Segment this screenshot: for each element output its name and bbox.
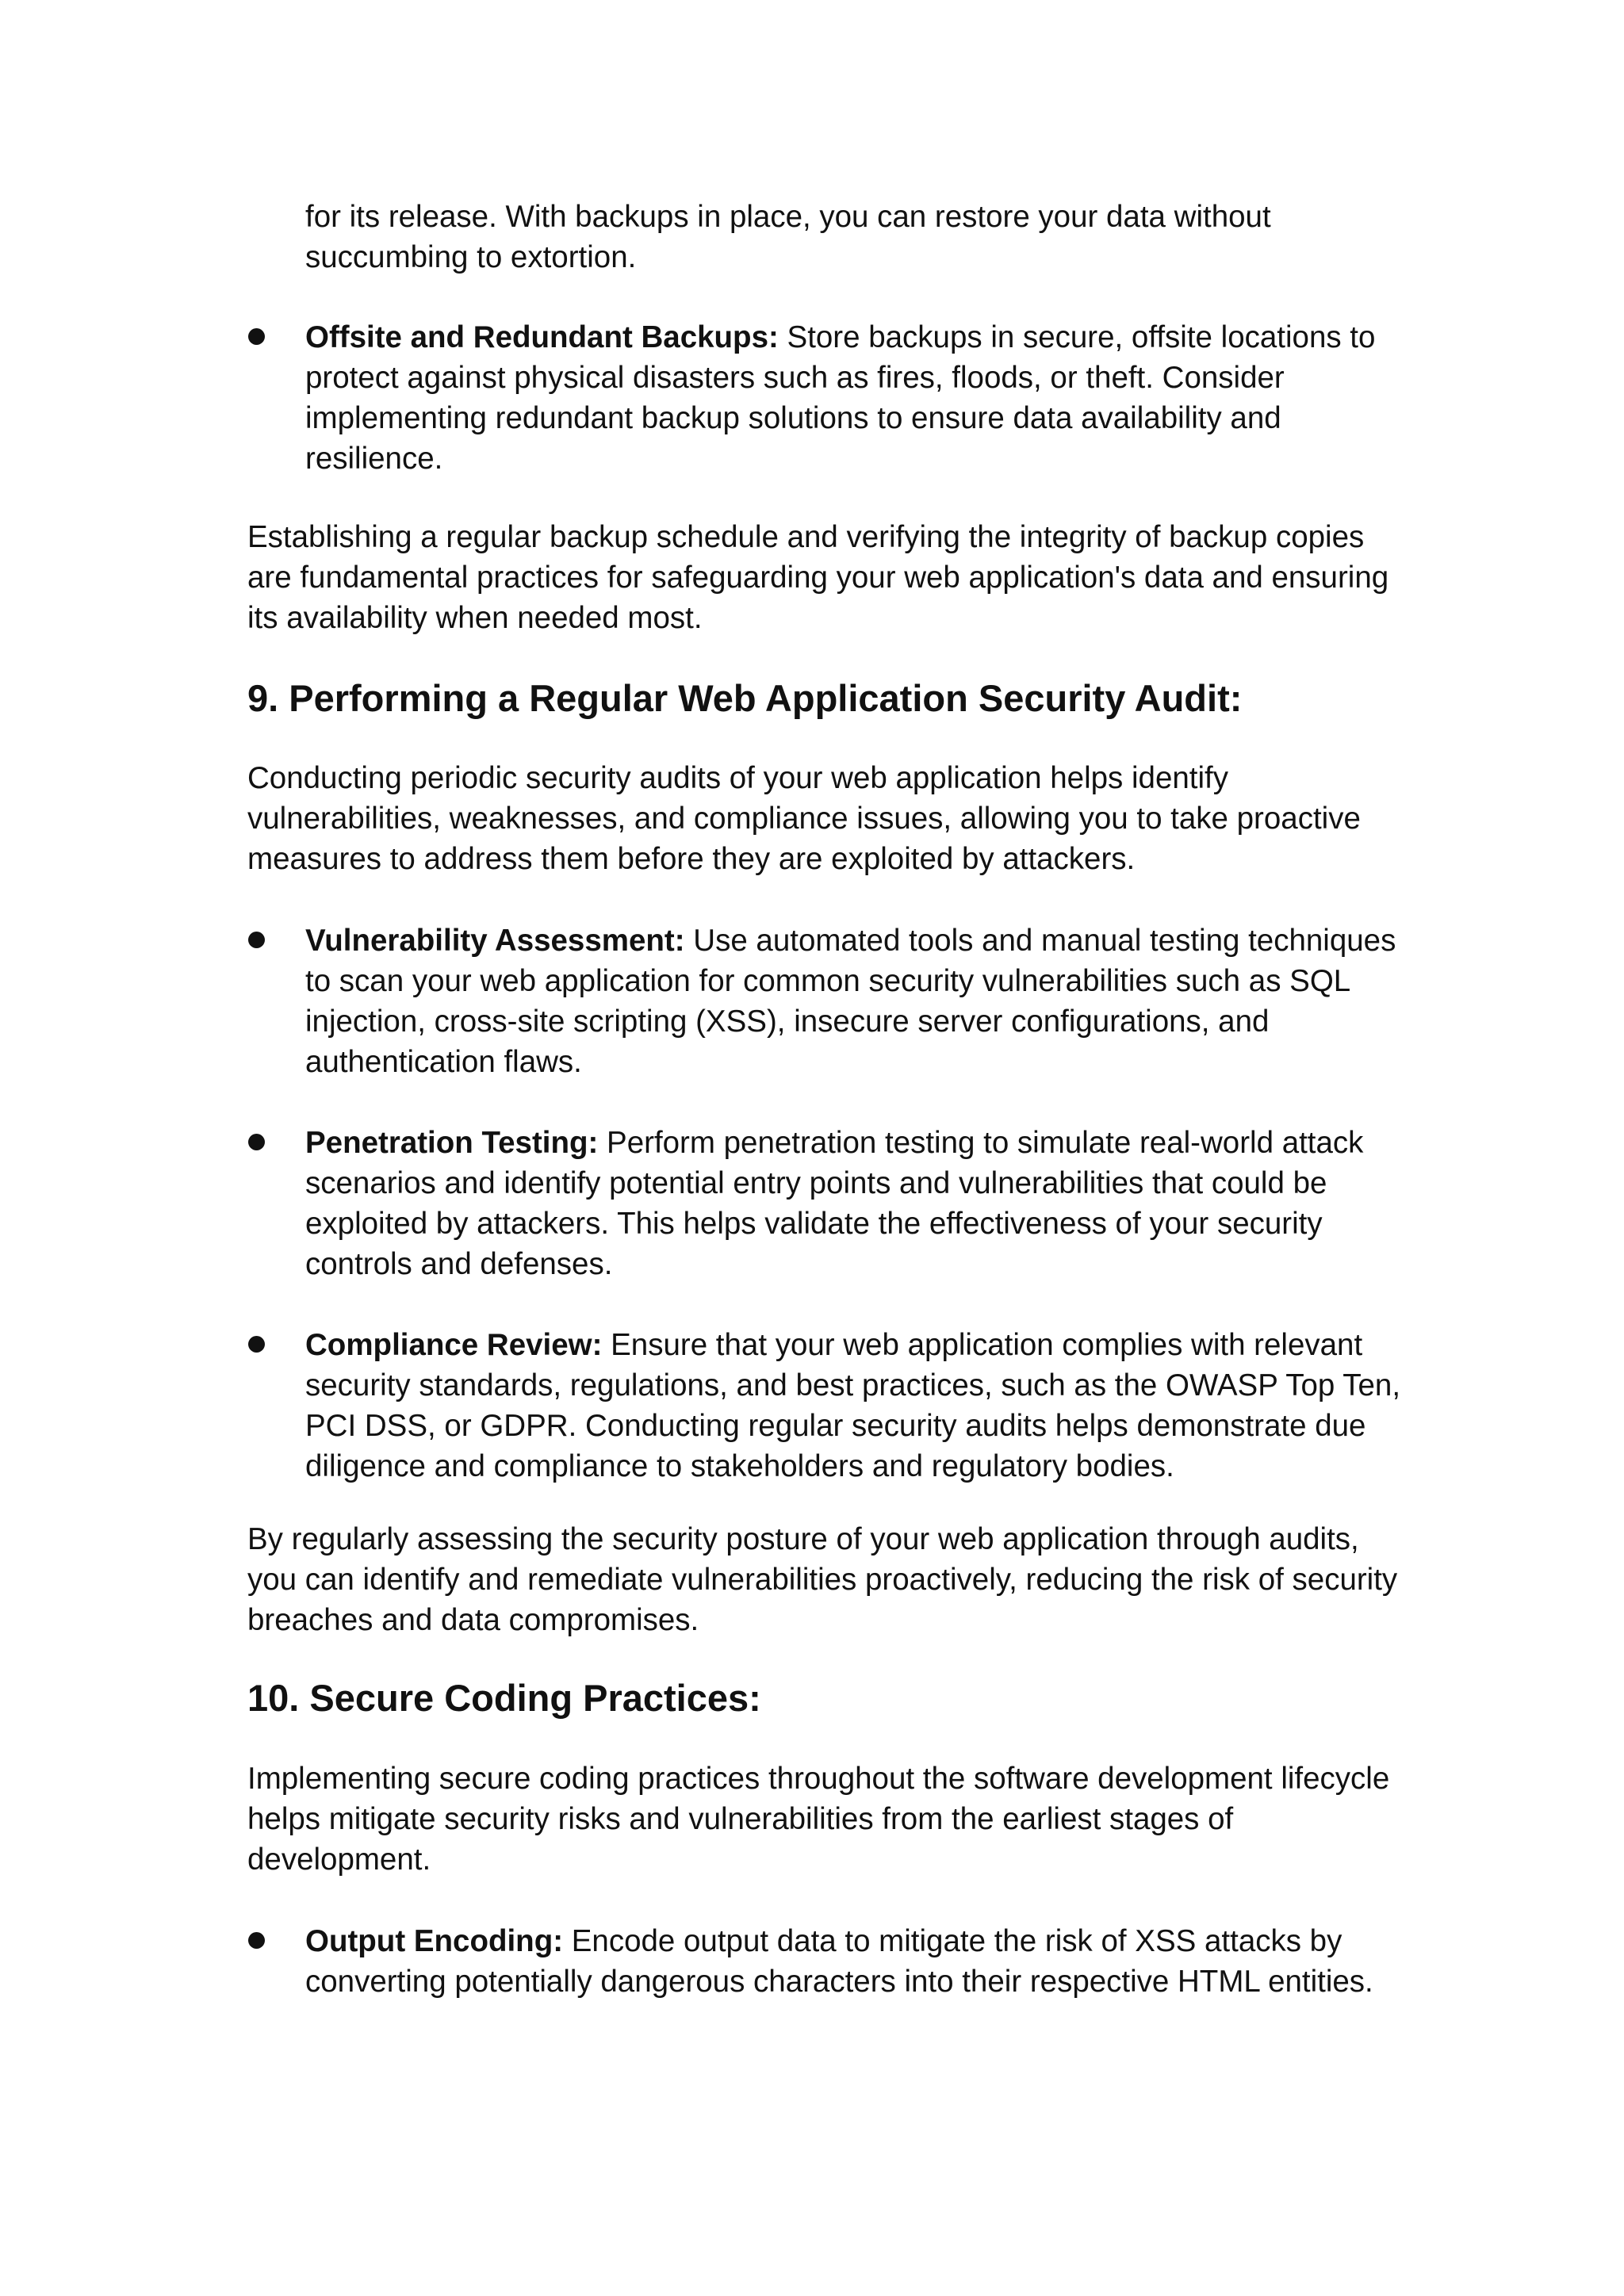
- continued-bullet-text: for its release. With backups in place, you can restore your data without succumbing to extortion.: [305, 200, 1271, 274]
- section-9-intro: Conducting periodic security audits of your web application helps identify vulnerabilities, weaknesses, and compliance issues, allowing you to take proactive measures to address them before they are exploited by attackers.: [247, 761, 1361, 876]
- bullet-dot: [248, 328, 265, 345]
- list-item-offsite-backups: [305, 317, 1415, 479]
- list-item-label: Vulnerability Assessment:: [305, 924, 685, 958]
- section-9-heading: 9. Performing a Regular Web Application Security Audit:: [247, 677, 1243, 719]
- bullet-dot: [248, 932, 265, 948]
- list-item-text: Ensure that your web application complies with relevant security standards, regulations, and best practices, such as the OWASP Top Ten, PCI DSS, or GDPR. Conducting regular security audits helps demonstrate due diligence and compliance to stakeholders and regulatory bodies.: [305, 1328, 1401, 1483]
- list-item-vulnerability-assessment: [305, 920, 1415, 1082]
- bullet-dot: [248, 1336, 265, 1353]
- section-9-conclusion: By regularly assessing the security posture of your web application through audits, you can identify and remediate vulnerabilities proactively, reducing the risk of security breaches and data compromises.: [247, 1522, 1398, 1637]
- section-10-heading: 10. Secure Coding Practices:: [247, 1677, 761, 1719]
- list-item-output-encoding: [305, 1921, 1415, 2002]
- list-item-text: Encode output data to mitigate the risk of XSS attacks by converting potentially dangerous characters into their respective HTML entities.: [305, 1924, 1373, 1999]
- list-item-penetration-testing: [305, 1123, 1415, 1284]
- list-item-label: Output Encoding:: [305, 1924, 564, 1958]
- list-item-label: Compliance Review:: [305, 1328, 603, 1362]
- list-item-text: Store backups in secure, offsite locations to protect against physical disasters such as fires, floods, or theft. Consider implementing redundant backup solutions to ensure data availability and resilience.: [305, 320, 1376, 476]
- list-item-label: Offsite and Redundant Backups:: [305, 320, 779, 354]
- bullet-dot: [248, 1932, 265, 1949]
- backup-conclusion-paragraph: Establishing a regular backup schedule and verifying the integrity of backup copies are fundamental practices for safeguarding your web application's data and ensuring its availability when needed most.: [247, 520, 1389, 635]
- list-item-text: Perform penetration testing to simulate real-world attack scenarios and identify potential entry points and vulnerabilities that could be exploited by attackers. This helps validate the effectiveness of your security controls and defenses.: [305, 1126, 1364, 1281]
- list-item-label: Penetration Testing:: [305, 1126, 599, 1160]
- section-10-intro: Implementing secure coding practices throughout the software development lifecycle helps mitigate security risks and vulnerabilities from the earliest stages of development.: [247, 1762, 1390, 1877]
- bullet-dot: [248, 1134, 265, 1150]
- list-item-compliance-review: [305, 1325, 1415, 1487]
- list-item-text: Use automated tools and manual testing techniques to scan your web application for common security vulnerabilities such as SQL injection, cross-site scripting (XSS), insecure server configurations, and authentication flaws.: [305, 924, 1396, 1079]
